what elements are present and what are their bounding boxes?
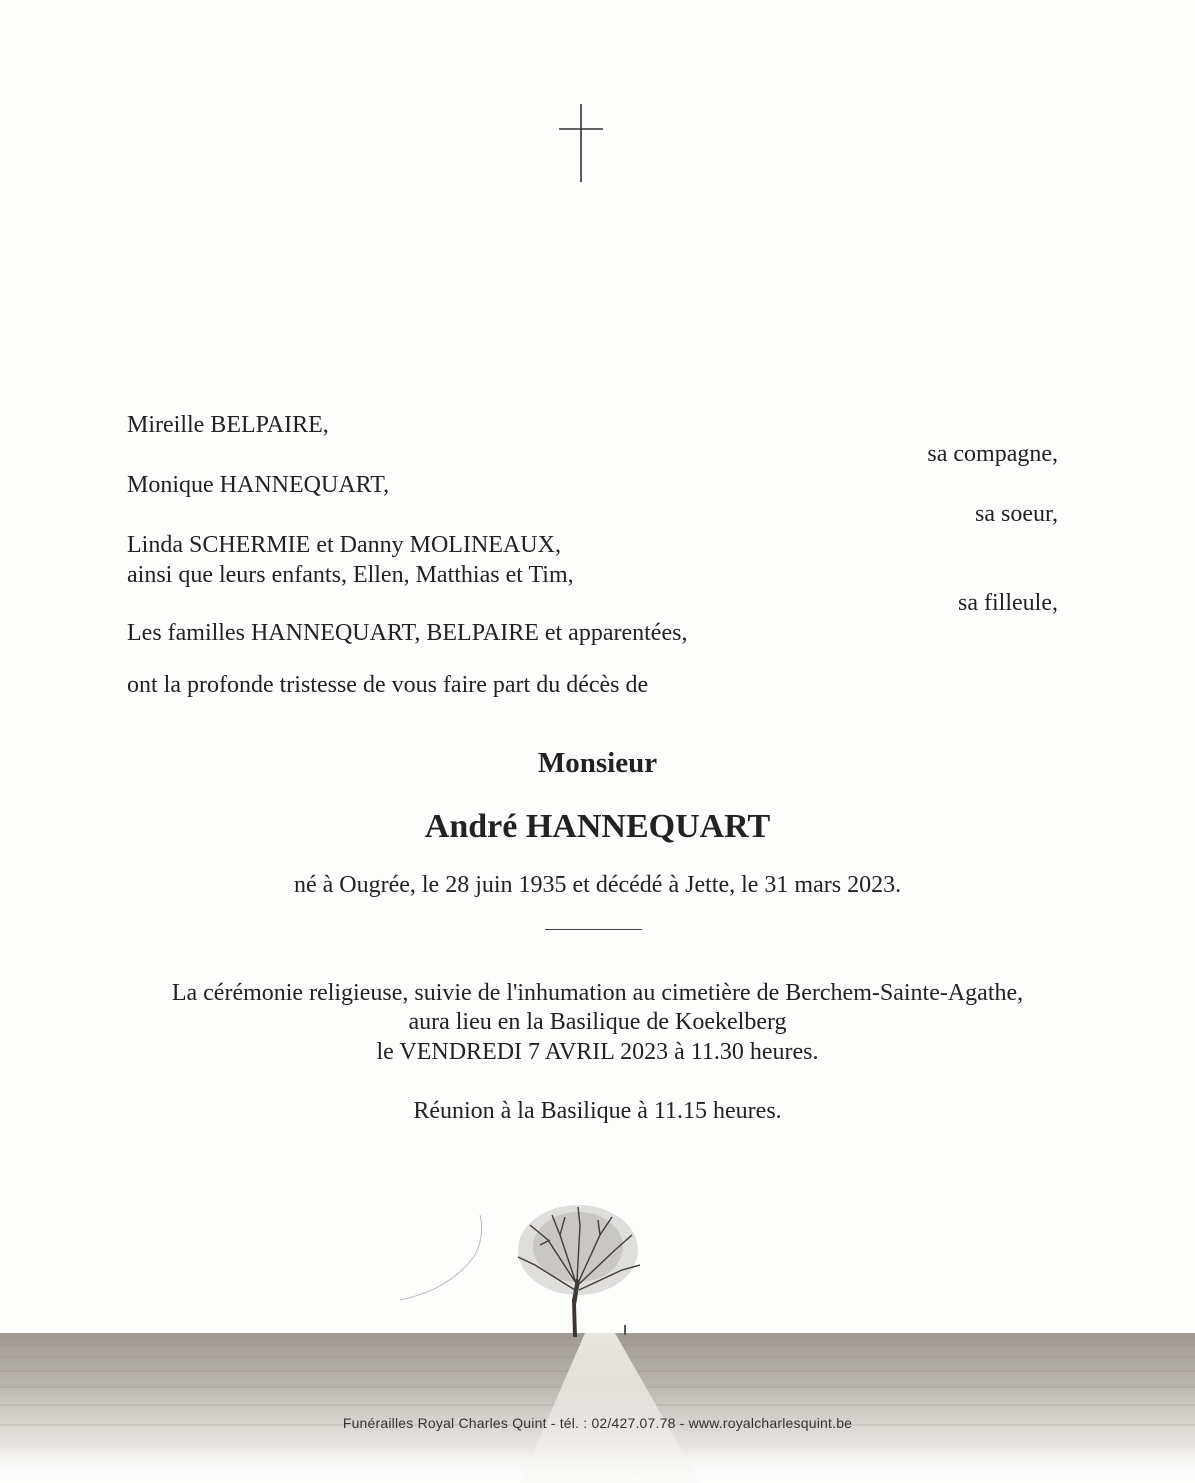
cross-icon (556, 104, 606, 184)
ceremony-line-2: aura lieu en la Basilique de Koekelberg (408, 1009, 787, 1035)
footer-contact (0, 1415, 1195, 1433)
family-member-3-children: ainsi que leurs enfants, Ellen, Matthias et Tim, (127, 562, 574, 588)
family-member-4: Les familles HANNEQUART, BELPAIRE et apparentées, (127, 620, 688, 646)
meeting-time: Réunion à la Basilique à 11.15 heures. (413, 1098, 782, 1124)
tree-landscape-image (0, 1195, 1195, 1483)
deceased-name: André HANNEQUART (424, 808, 771, 845)
ceremony-line-3: le VENDREDI 7 AVRIL 2023 à 11.30 heures. (376, 1039, 819, 1065)
funeral-home-info: Funérailles Royal Charles Quint - tél. : 02/427.07.78 - www.royalcharlesquint.be (342, 1415, 853, 1431)
family-role-1: sa compagne, (927, 441, 1058, 467)
family-member-3: Linda SCHERMIE et Danny MOLINEAUX, (127, 532, 561, 558)
family-member-1: Mireille BELPAIRE, (127, 412, 329, 438)
ceremony-line-1: La cérémonie religieuse, suivie de l'inhumation au cimetière de Berchem-Sainte-Agathe, (171, 980, 1024, 1006)
announcement-text: ont la profonde tristesse de vous faire part du décès de (127, 672, 649, 698)
family-member-2: Monique HANNEQUART, (127, 472, 390, 498)
divider-line (545, 929, 642, 930)
honorific: Monsieur (537, 747, 658, 779)
family-role-2: sa soeur, (974, 501, 1058, 527)
birth-death-dates: né à Ougrée, le 28 juin 1935 et décédé à Jette, le 31 mars 2023. (293, 872, 902, 898)
family-role-3: sa filleule, (958, 590, 1058, 616)
